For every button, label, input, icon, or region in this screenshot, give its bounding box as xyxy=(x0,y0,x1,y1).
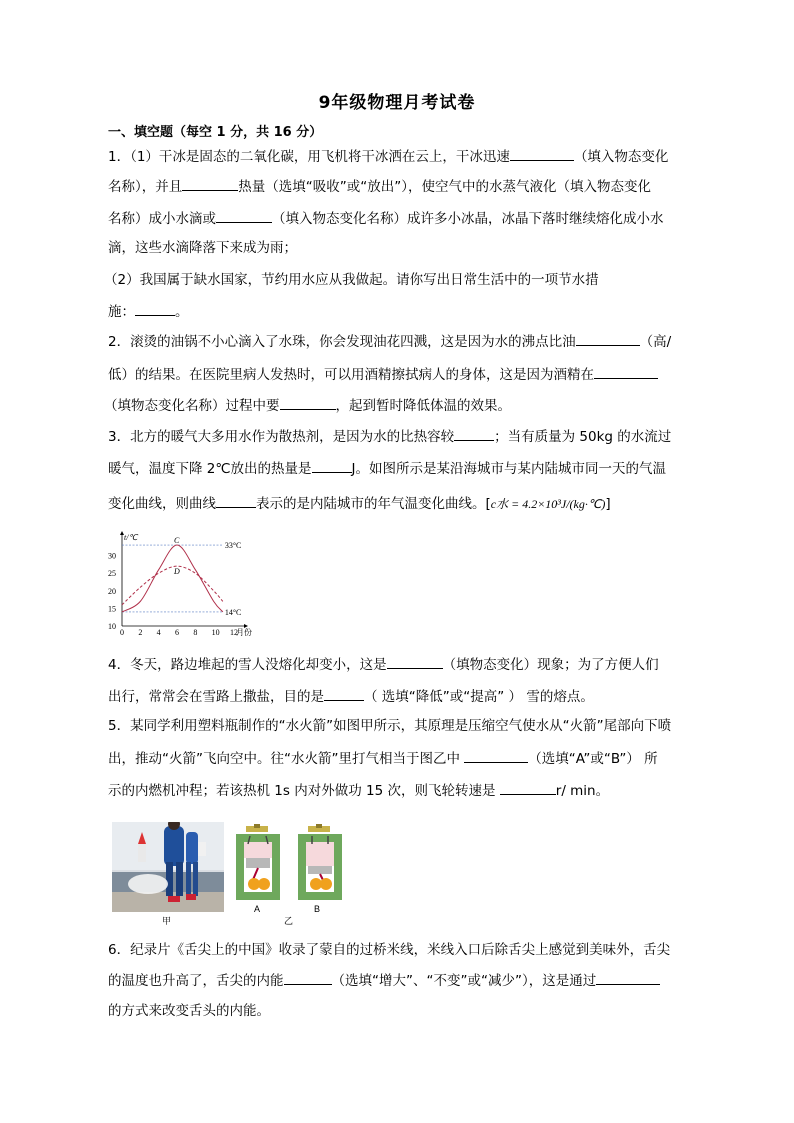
q1-line-5: （2）我国属于缺水国家，节约用水应从我做起。请你写出日常生活中的一项节水措 xyxy=(104,272,599,288)
q5-line-2: 出，推动“火箭”飞向空中。往“水火箭”里打气相当于图乙中 （选填“A”或“B”） 所 xyxy=(108,748,658,769)
answer-blank[interactable] xyxy=(594,364,658,379)
y-tick-label: 25 xyxy=(108,569,116,579)
x-tick-label: 12 xyxy=(230,628,238,637)
answer-blank[interactable] xyxy=(596,970,660,985)
engine-b xyxy=(298,824,342,900)
q3-line-2: 暖气，温度下降 2℃放出的热量是 J。如图所示是某沿海城市与某内陆城市同一天的气温 xyxy=(108,458,666,479)
y-axis-label: t/℃ xyxy=(124,533,138,542)
q6-line-2: 的温度也升高了，舌尖的内能 （选填“增大”、“不变”或“减少”），这是通过 xyxy=(108,970,660,991)
answer-blank[interactable] xyxy=(216,493,256,508)
y-tick-label: 10 xyxy=(108,622,116,631)
caption-yi: 乙 xyxy=(284,916,294,926)
x-tick-label: 4 xyxy=(156,628,161,637)
x-tick-label: 8 xyxy=(193,628,198,637)
q1-line-4: 滴，这些水滴降落下来成为雨； xyxy=(108,240,297,256)
answer-blank[interactable] xyxy=(500,780,556,795)
x-tick-label: 10 xyxy=(211,628,220,637)
q2-line-1: 2．滚烫的油锅不小心滴入了水珠，你会发现油花四溅，这是因为水的沸点比油 （高/ xyxy=(108,331,671,352)
answer-blank[interactable] xyxy=(216,208,272,223)
q1-line-1: 1．（1）干冰是固态的二氧化碳，用飞机将干冰洒在云上，干冰迅速 （填入物态变化 xyxy=(108,146,668,167)
y-tick-label: 30 xyxy=(108,551,116,561)
q3-line-3: 变化曲线，则曲线 表示的是内陆城市的年气温变化曲线。[c水 = 4.2×10³J/(kg·℃)] xyxy=(108,493,611,514)
engine-a xyxy=(236,824,280,900)
answer-blank[interactable] xyxy=(387,654,443,669)
reference-label: 14°C xyxy=(224,607,242,617)
q3-line-1: 3．北方的暖气大多用水作为散热剂，是因为水的比热容较 ；当有质量为 50kg 的水流过 xyxy=(108,426,671,447)
water-rocket-photo xyxy=(112,822,224,912)
series-line-D xyxy=(122,566,223,605)
q2-line-2: 低）的结果。在医院里病人发热时，可以用酒精擦拭病人的身体，这是因为酒精在 xyxy=(108,364,658,385)
caption-b: B xyxy=(314,904,321,914)
answer-blank[interactable] xyxy=(280,395,336,410)
section-heading: 一、填空题（每空 1 分，共 16 分） xyxy=(108,125,323,140)
q5-line-1: 5．某同学利用塑料瓶制作的“水火箭”如图甲所示，其原理是压缩空气使水从“火箭”尾部向下喷 xyxy=(108,718,672,734)
y-tick-label: 15 xyxy=(108,604,116,614)
q4-line-1: 4．冬天，路边堆起的雪人没熔化却变小，这是 （填物态变化）现象；为了方便人们 xyxy=(108,654,659,675)
answer-blank[interactable] xyxy=(464,748,528,763)
x-tick-label: 0 xyxy=(120,628,124,637)
q6-line-3: 的方式来改变舌头的内能。 xyxy=(108,1003,270,1019)
answer-blank[interactable] xyxy=(284,970,332,985)
q2-line-3: （填物态变化名称）过程中要 ，起到暂时降低体温的效果。 xyxy=(104,395,511,416)
temperature-chart xyxy=(108,530,268,642)
answer-blank[interactable] xyxy=(454,426,494,441)
specific-heat-formula: c水 = 4.2×10³J/(kg·℃) xyxy=(490,497,606,511)
answer-blank[interactable] xyxy=(312,458,352,473)
answer-blank[interactable] xyxy=(135,301,175,316)
series-line-C xyxy=(122,545,223,612)
q1-line-2: 名称），并且 热量（选填“吸收”或“放出”），使空气中的水蒸气液化（填入物态变化 xyxy=(108,176,651,197)
answer-blank[interactable] xyxy=(324,686,364,701)
series-label-C: C xyxy=(174,536,180,546)
q4-line-2: 出行，常常会在雪路上撒盐，目的是 （ 选填“降低”或“提高” ） 雪的熔点。 xyxy=(108,686,594,707)
y-tick-label: 20 xyxy=(108,586,116,596)
x-tick-label: 2 xyxy=(138,628,143,637)
x-tick-label: 6 xyxy=(175,628,179,637)
x-axis-label: 月份 xyxy=(236,628,252,637)
q6-line-1: 6．纪录片《舌尖上的中国》收录了蒙自的过桥米线，米线入口后除舌尖上感觉到美味外，舌尖 xyxy=(108,942,671,958)
answer-blank[interactable] xyxy=(182,176,238,191)
q1-line-6: 施： 。 xyxy=(108,301,189,322)
caption-jia: 甲 xyxy=(162,916,172,926)
answer-blank[interactable] xyxy=(510,146,574,161)
q1-line-3: 名称）成小水滴或 （填入物态变化名称）成许多小冰晶，冰晶下落时继续熔化成小水 xyxy=(108,208,664,229)
reference-label: 33°C xyxy=(224,541,242,551)
engine-diagrams xyxy=(232,824,352,904)
answer-blank[interactable] xyxy=(576,331,640,346)
q5-line-3: 示的内燃机冲程；若该热机 1s 内对外做功 15 次，则飞轮转速是 r/ min。 xyxy=(108,780,609,801)
series-label-D: D xyxy=(174,567,180,577)
caption-a: A xyxy=(254,904,261,914)
page-title: 9年级物理月考试卷 xyxy=(318,93,476,113)
